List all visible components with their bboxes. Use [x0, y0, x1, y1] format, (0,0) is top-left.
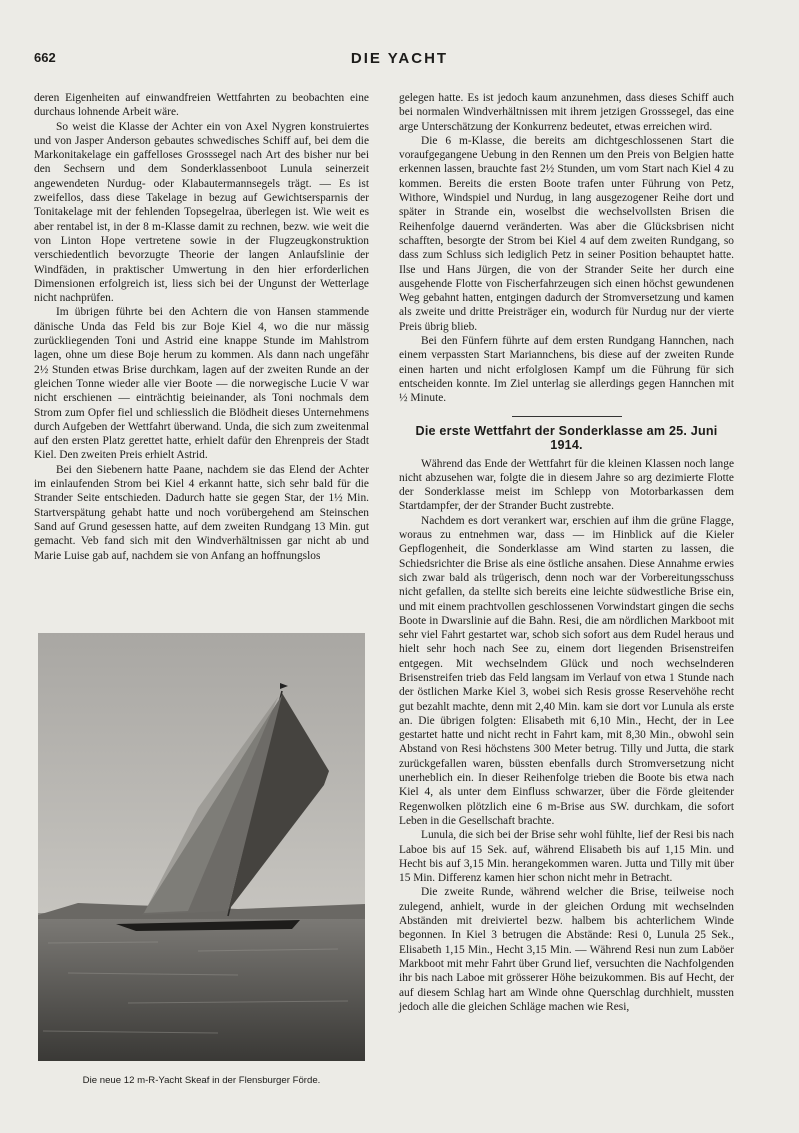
left-column [34, 91, 369, 563]
section-heading: Die erste Wettfahrt der Sonderklasse am 25. Juni 1914. [415, 423, 718, 452]
paragraph: Während das Ende der Wettfahrt für die kleinen Klassen noch lange nicht abzusehen war, folgte die in diesem Jahre so arg dezimierte Flotte der Sonderklasse meist im Schlepp von Motorbarkassen dem Startdampfer, der der Strander Bucht zustrebte. [399, 457, 734, 513]
paragraph: gelegen hatte. Es ist jedoch kaum anzunehmen, dass dieses Schiff auch bei normalen Windverhältnissen mit ihrem jetzigen Grosssegel, das eine arge Unterschätzung der Konkurrenz bedeutet, etwas erreichen wird. [399, 92, 734, 133]
photo-caption: Die neue 12 m-R-Yacht Skeaf in der Flensburger Förde. [82, 1075, 321, 1086]
paragraph: deren Eigenheiten auf einwandfreien Wettfahrten zu beobachten eine durchaus lohnende Arbeit wäre. [34, 92, 369, 119]
paragraph: Die zweite Runde, während welcher die Brise, teilweise noch zulegend, anhielt, wurde in der gleichen Ordung mit wechselnden Abständen mit dreiviertel bezw. halbem bis achterlichem Winde begonnen. In Kiel 3 betrugen die Abstände: Resi 0, Lunula 25 Sek., Elisabeth 1,15 Min., Hecht 3,15 Min. — Während Resi nun zum Laböer Markboot mit mehr Fahrt über Grund lief, versuchten die Nachfolgenden ihr bis nach Laboe mit grösserer Höhe beizukommen. Bis auf Hecht, der auf diesem Schlag hart am Winde ohne Querschlag durchhielt, mussten jedoch alle die gleichen Schläge machen wie Resi, [399, 886, 734, 1013]
page-number: 662 [34, 50, 56, 65]
paragraph: Lunula, die sich bei der Brise sehr wohl fühlte, lief der Resi bis nach Laboe bis auf 15 Sek. auf, während Elisabeth bis auf 1,15 Min. und Hecht bis auf 3,15 Min. herangekommen waren. Jutta und Tilly mit über 15 Min. Differenz kamen hier schon nicht mehr in Betracht. [399, 829, 734, 885]
running-head: DIE YACHT [350, 50, 449, 67]
paragraph: Nachdem es dort verankert war, erschien auf ihm die grüne Flagge, woraus zu entnehmen war, dass — im Hinblick auf die Kieler Gepflogenheit, die Sonderklasse am Wind starten zu lassen, die Schiedsrichter die Brise als eine östliche ansahen. Diese Annahme erwies sich zwar bald als trügerisch, denn noch war der Vorbereitungsschuss nicht gefallen, da stellte sich bereits eine leichte südwestliche Brise ein, und mit einem prachtvollen geschlossenen Vorwindstart gingen die sechs Boote in Dwarslinie auf die Bahn. Resi, die am nördlichen Markboot mit sehr viel Fahrt gestartet war, schob sich sofort aus dem Rudel heraus und hielt sehr hoch nach See zu, einem dort liegenden Brisenstreifen entgegen. Mit wechselndem Glück und noch wechselnderen Brisenstreifen trieb das Feld langsam im Verlauf von etwa 1 Stunde nach der östlichen Marke Kiel 3, wobei sich Resis grosse Reservehöhe recht gut bezahlt machte, denn mit 2,40 Min. kam sie dort vor Lunula als erste an. Die übrigen folgten: Elisabeth mit 6,10 Min., Hecht, der in Lee gestartet hatte und nicht recht in Fahrt kam, mit 8,30 Min., obwohl sein Abstand von Resi höchstens 300 Meter betrug. Tilly und Jutta, die stark zurückgefallen waren, büssten ebenfalls durch Stromversetzung nicht unerheblich ein. In dieser Reihenfolge trieben die Boote bis etwa nach Kiel 4, als unter dem Einfluss schwarzer, über die Förde gleitender Regenwolken plötzlich eine 6 m-Brise aus SW. durchkam, die sofort Leben in die Gesellschaft brachte. [399, 514, 734, 827]
paragraph: Die 6 m-Klasse, die bereits am dichtgeschlossenen Start die voraufgegangene Uebung in den Rennen um den Preis von Belgien hatte erkennen lassen, brauchte fast 2½ Stunden, um vom Start nach Kiel 4 zu kommen. Bereits die ersten Boote trafen unter Führung von Petz, Withore, Windspiel und Nurdug, in lang ausgezogener Reihe dort und später in Strande ein, woselbst die wechselvollsten Brisen die Reihenfolge dauernd veränderten. Was aber die Glücksbrisen nicht schafften, besorgte der Strom bei Kiel 4 auf dem zweiten Rundgang, so dass zum Schluss sich lediglich Petz in seiner Position behauptet hatte. Ilse und Hans Jürgen, die von der Strander Seite her durch eine ausgehende Flotte von Fischerfahrzeugen sich einen höchst gewundenen Weg gebahnt hatten, entgingen dadurch der Stromversetzung und kamen als zweite und dritte Preisträger ein, wodurch für Nurdug nur der vierte Preis übrig blieb. [399, 134, 734, 333]
paragraph: So weist die Klasse der Achter ein von Axel Nygren konstruiertes und von Jasper Anderson gebautes schwedisches Schiff auf, bei dem die Markonitakelage ein gaffelloses Grosssegel nach Art des bisher nur bei den Sechsern und dem Sonderklassenboot Lunula seinerzeit angewendeten Nurdug- oder Klabautermannsegels trägt. — Es ist zweifellos, dass diese Takelage in bezug auf Gewichtsersparnis der Tonitakelage mit der fehlenden Topsegelraa, überlegen ist. Wie weit es aber rentabel ist, in der 8 m-Klasse damit zu rechnen, bezw. wie weit die von Linton Hope vertretene sowie in der Flugzeugkonstruktion verschiedentlich bevorzugte Theorie der langen Anlaufslinie der Windfäden, in praktischer Umwertung in den hier erforderlichen Dimensionen erfolgreich ist, liess sich bei der Ungunst der Wetterlage nicht nachprüfen. [34, 120, 369, 305]
yacht-photo [38, 633, 365, 1061]
right-column [399, 91, 734, 1014]
paragraph: Bei den Fünfern führte auf dem ersten Rundgang Hannchen, nach einem verpassten Start Mariannchens, bis diese auf der zweiten Runde einen harten und nicht erfolglosen Kampf um die Führung für sich entscheiden konnte. Im Ziel unterlag sie allerdings gegen Hannchen mit ½ Minute. [399, 335, 734, 405]
paragraph: Im übrigen führte bei den Achtern die von Hansen stammende dänische Unda das Feld bis zur Boje Kiel 4, wo die nur mässig zurückliegenden Toni und Astrid eine knappe Stunde im Mahlstrom lagen, ohne um diese Boje herum zu kommen. Als dann nach ungefähr 2½ Stunden etwas Brise durchkam, lagen auf der zweiten Runde an der gleichen Tonne wieder alle vier Boote — die norwegische Lucie V war nicht erschienen — einträchtig beieinander, als Toni nochmals dem Strom zum Opfer fiel und schliesslich die Blödheit dieses Unternehmens durch Aufgeben der Wettfahrt überwand. Unda, die sich zum zweitenmal auf den ersten Platz gerettet hatte, erhielt dafür den Ehrenpreis der Stadt Kiel. Den zweiten Preis erhielt Astrid. [34, 306, 369, 462]
section-divider [512, 416, 622, 417]
paragraph: Bei den Siebenern hatte Paane, nachdem sie das Elend der Achter im einlaufenden Strom bei Kiel 4 erkannt hatte, sich sehr bald für die Strander Seite entschieden. Dadurch hatte sie gegen Star, der 1½ Min. Startverspätung gehabt hatte und noch vorübergehend am Steinschen Sand auf Grund gesessen hatte, auf dem zweiten Rundgang 13 Min. gut gemacht. Veb fand sich mit den Windverhältnissen gar nicht ab und Marie Luise gab auf, nachdem sie von Anfang an hoffnungslos [34, 463, 369, 562]
sailing-yacht-image [38, 633, 365, 1061]
